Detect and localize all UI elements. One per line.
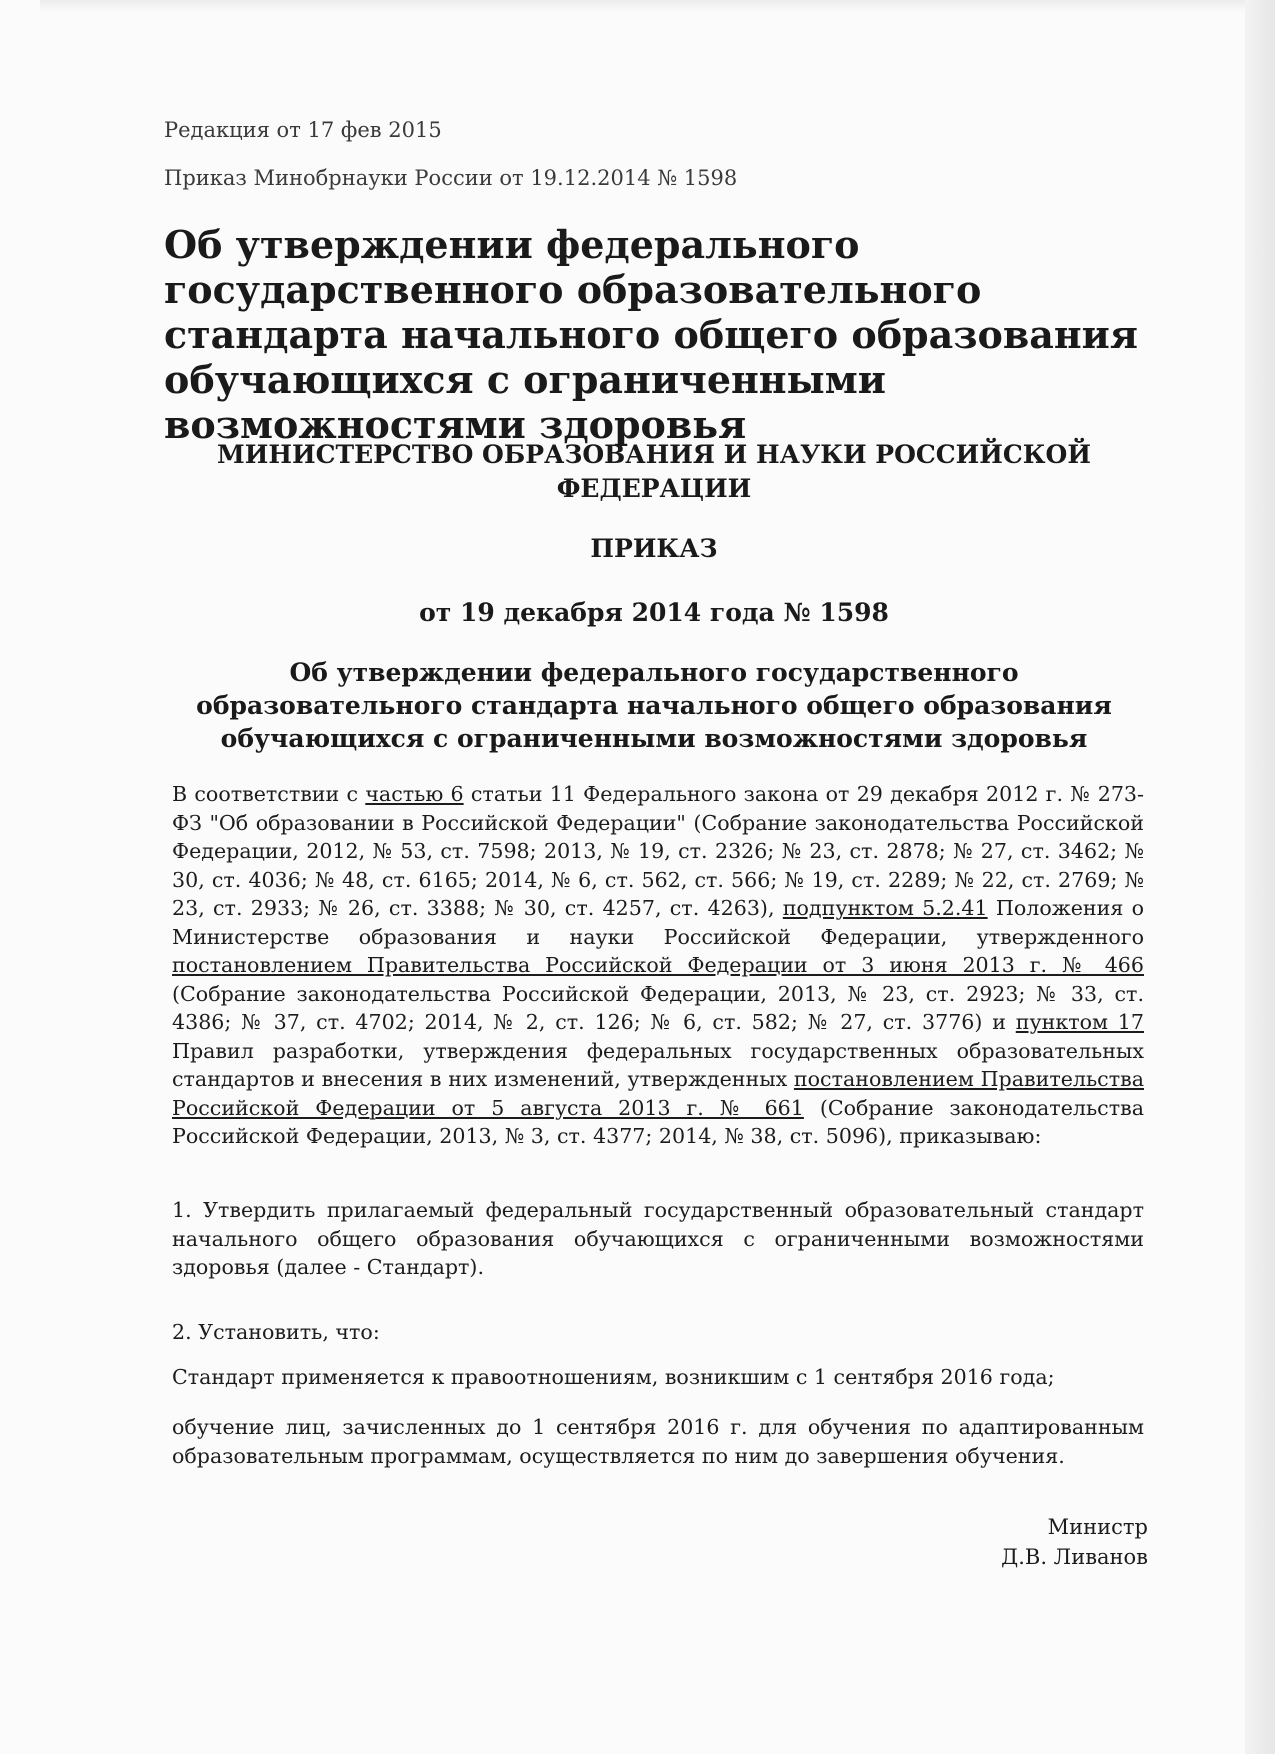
edition-date: Редакция от 17 фев 2015 xyxy=(164,118,442,142)
order-type: ПРИКАЗ xyxy=(590,534,718,563)
order-date-number: от 19 декабря 2014 года № 1598 xyxy=(419,598,889,627)
subpoint-link[interactable]: подпунктом 5.2.41 xyxy=(782,896,988,920)
document-title: Об утверждении федерального государственного образовательного стандарта начального общего образования обучающихся с ограниченными возможностями здоровья xyxy=(164,222,1138,447)
paragraph-approve-standard: 1. Утвердить прилагаемый федеральный государственный образовательный стандарт начального общего образования обучающихся с ограниченными возможностями здоровья (далее - Стандарт). xyxy=(172,1198,1144,1279)
preamble-text: статьи 11 Федерального закона от 29 декабря 2012 г. № 273-ФЗ "Об образовании в Российской Федерации" (Собрание законодательства Российской Федерации, 2012, № 53, ст. 7598; 2013, № 19, ст. 2326; № 23, ст. 2878; № 27, ст. 3462; № 30, ст. 4036; № 48, ст. 6165; 2014, № 6, ст. 562, ст. 566; № 19, ст. 2289; № 22, ст. 2769; № 23, ст. 2933; № 26, ст. 3388; № 30, ст. 4257, ст. 4263), xyxy=(172,782,1144,920)
point-17-link[interactable]: пунктом 17 xyxy=(1015,1010,1144,1034)
order-subject: Об утверждении федерального государственного образовательного стандарта начального общего образования обучающихся с ограниченными возможностями здоровья xyxy=(196,658,1112,753)
preamble-text: Положения о Министерстве образования и науки Российской Федерации, утвержденного xyxy=(172,896,1145,949)
government-resolution-661-link[interactable]: постановлением Правительства Российской Федерации от 5 августа 2013 г. № 661 xyxy=(172,1067,1144,1120)
preamble-paragraph xyxy=(172,780,1144,1151)
government-resolution-466-link[interactable]: постановлением Правительства Российской Федерации от 3 июня 2013 г. № 466 xyxy=(172,953,1144,977)
order-reference: Приказ Минобрнауки России от 19.12.2014 № 1598 xyxy=(164,166,738,190)
scan-top-edge xyxy=(40,0,1245,12)
preamble-text: (Собрание законодательства Российской Федерации, 2013, № 23, ст. 2923; № 33, ст. 4386; № 37, ст. 4702; 2014, № 2, ст. 126; № 6, ст. 582; № 27, ст. 3776) и xyxy=(172,981,1144,1034)
ministry-name: МИНИСТЕРСТВО ОБРАЗОВАНИЯ И НАУКИ РОССИЙСКОЙ ФЕДЕРАЦИИ xyxy=(217,440,1091,503)
signatory-position: Министр xyxy=(1047,1515,1148,1539)
signatory-name: Д.В. Ливанов xyxy=(1001,1545,1148,1569)
law-article-link[interactable]: частью 6 xyxy=(365,782,464,806)
paragraph-transitional: обучение лиц, зачисленных до 1 сентября 2016 г. для обучения по адаптированным образовательным программам, осуществляется по ним до завершения обучения. xyxy=(172,1415,1144,1468)
preamble-text: (Собрание законодательства Российской Федерации, 2013, № 3, ст. 4377; 2014, № 38, ст. 5096), приказываю: xyxy=(172,1095,1144,1148)
scan-right-edge xyxy=(1245,0,1275,1754)
preamble-text: В соответствии с xyxy=(172,782,366,806)
signature-block xyxy=(1001,1512,1148,1572)
paragraph-applies-from: Стандарт применяется к правоотношениям, возникшим с 1 сентября 2016 года; xyxy=(172,1365,1055,1389)
preamble-text: Правил разработки, утверждения федеральных государственных образовательных стандартов и внесения в них изменений, утвержденных xyxy=(172,1038,1144,1091)
paragraph-establish: 2. Установить, что: xyxy=(172,1320,380,1344)
